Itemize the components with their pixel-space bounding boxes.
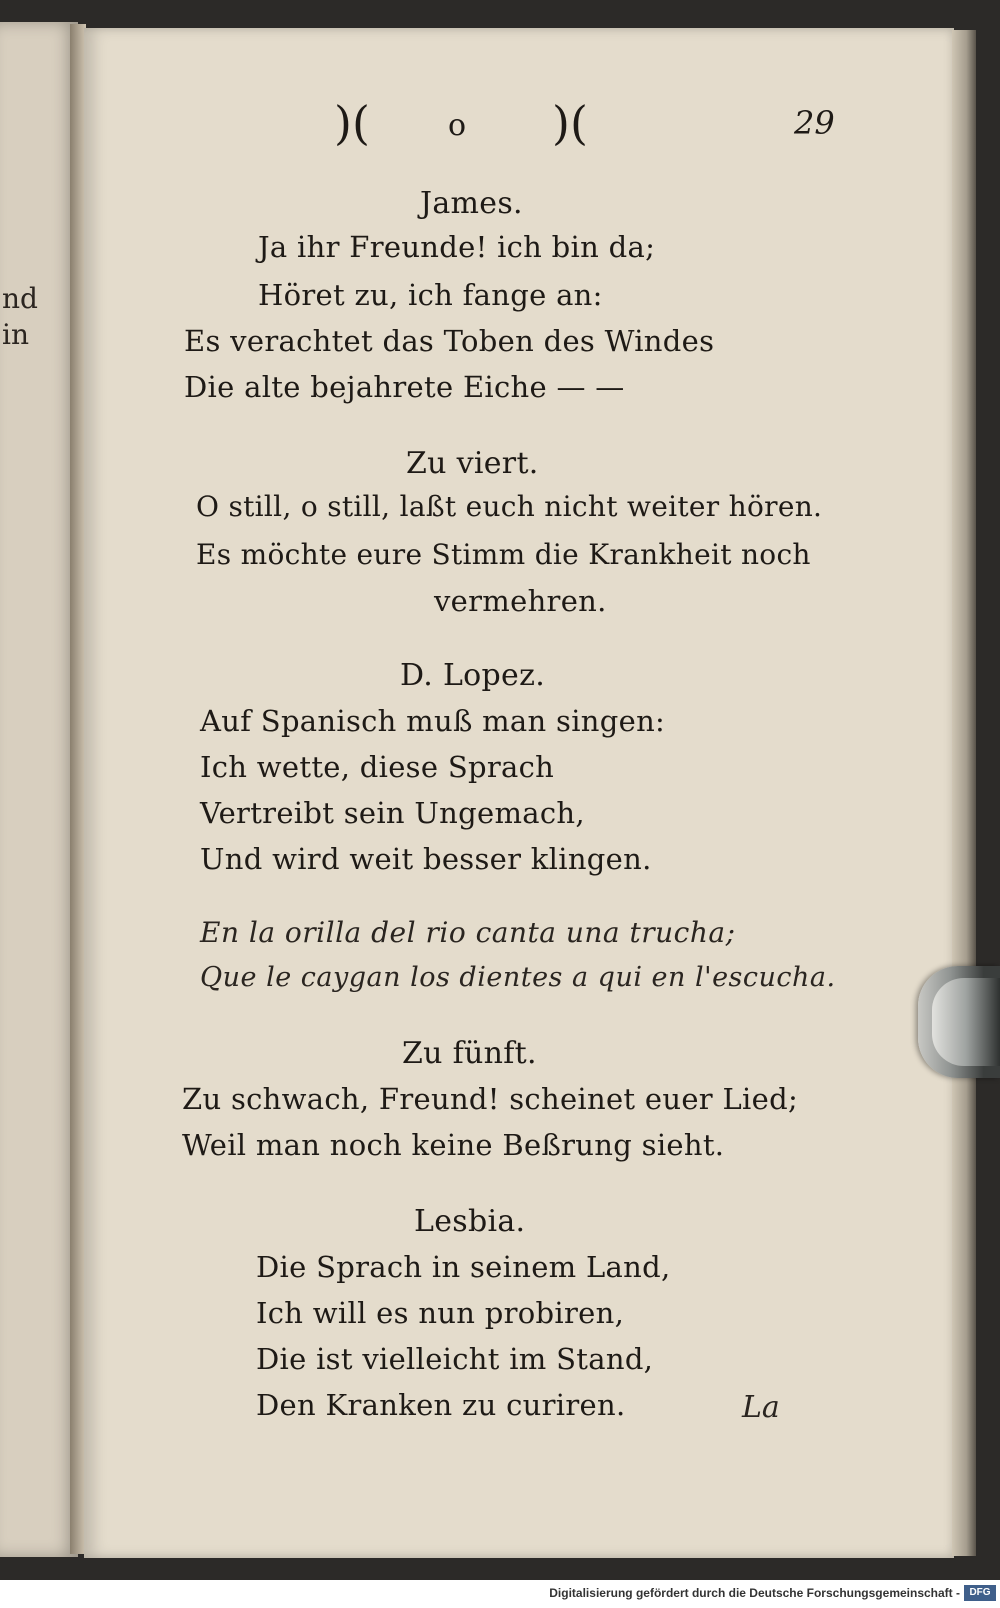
verse-line: Zu schwach, Freund! scheinet euer Lied; [182, 1082, 799, 1116]
verse-line: Ja ihr Freunde! ich bin da; [258, 230, 656, 264]
ornament-right: )( [552, 96, 588, 150]
ornament-center: o [448, 108, 467, 143]
page-clip-inner [932, 978, 1000, 1066]
verse-line: vermehren. [434, 584, 607, 618]
verse-line: Und wird weit besser klingen. [200, 842, 652, 876]
page-edge [952, 30, 976, 1556]
verse-line: Weil man noch keine Beßrung sieht. [182, 1128, 725, 1162]
ornament-left: )( [334, 96, 370, 150]
verse-line: Ich wette, diese Sprach [200, 750, 555, 784]
left-page [0, 22, 78, 1557]
verse-line: O still, o still, laßt euch nicht weiter hören. [196, 490, 823, 523]
verse-line: Die ist vielleicht im Stand, [256, 1342, 654, 1376]
page-number: 29 [794, 104, 835, 142]
left-page-fragment: in [2, 318, 29, 351]
spanish-verse-line: Que le caygan los dientes a qui en l'escucha. [200, 962, 836, 993]
verse-line: Den Kranken zu curiren. [256, 1388, 626, 1422]
verse-line: Auf Spanisch muß man singen: [200, 704, 666, 738]
left-page-fragment: nd [2, 282, 38, 315]
verse-line: Es verachtet das Toben des Windes [184, 324, 715, 358]
speaker-name: Lesbia. [414, 1204, 526, 1239]
spanish-verse-line: En la orilla del rio canta una trucha; [200, 916, 736, 949]
dfg-logo-icon: DFG [964, 1585, 996, 1601]
verse-line: Höret zu, ich fange an: [258, 278, 603, 312]
speaker-name: Zu fünft. [402, 1036, 537, 1071]
verse-line: Es möchte eure Stimm die Krankheit noch [196, 538, 811, 571]
verse-line: Vertreibt sein Ungemach, [200, 796, 585, 830]
page-header [84, 96, 954, 156]
footer-credit: Digitalisierung gefördert durch die Deutsche Forschungsgemeinschaft - [549, 1586, 960, 1600]
speaker-name: Zu viert. [406, 446, 539, 481]
verse-line: Die Sprach in seinem Land, [256, 1250, 671, 1284]
footer-bar [0, 1580, 1000, 1608]
verse-line: Ich will es nun probiren, [256, 1296, 625, 1330]
verse-line: Die alte bejahrete Eiche — — [184, 370, 625, 404]
speaker-name: James. [420, 186, 523, 221]
speaker-name: D. Lopez. [400, 658, 546, 693]
catchword: La [742, 1390, 780, 1425]
